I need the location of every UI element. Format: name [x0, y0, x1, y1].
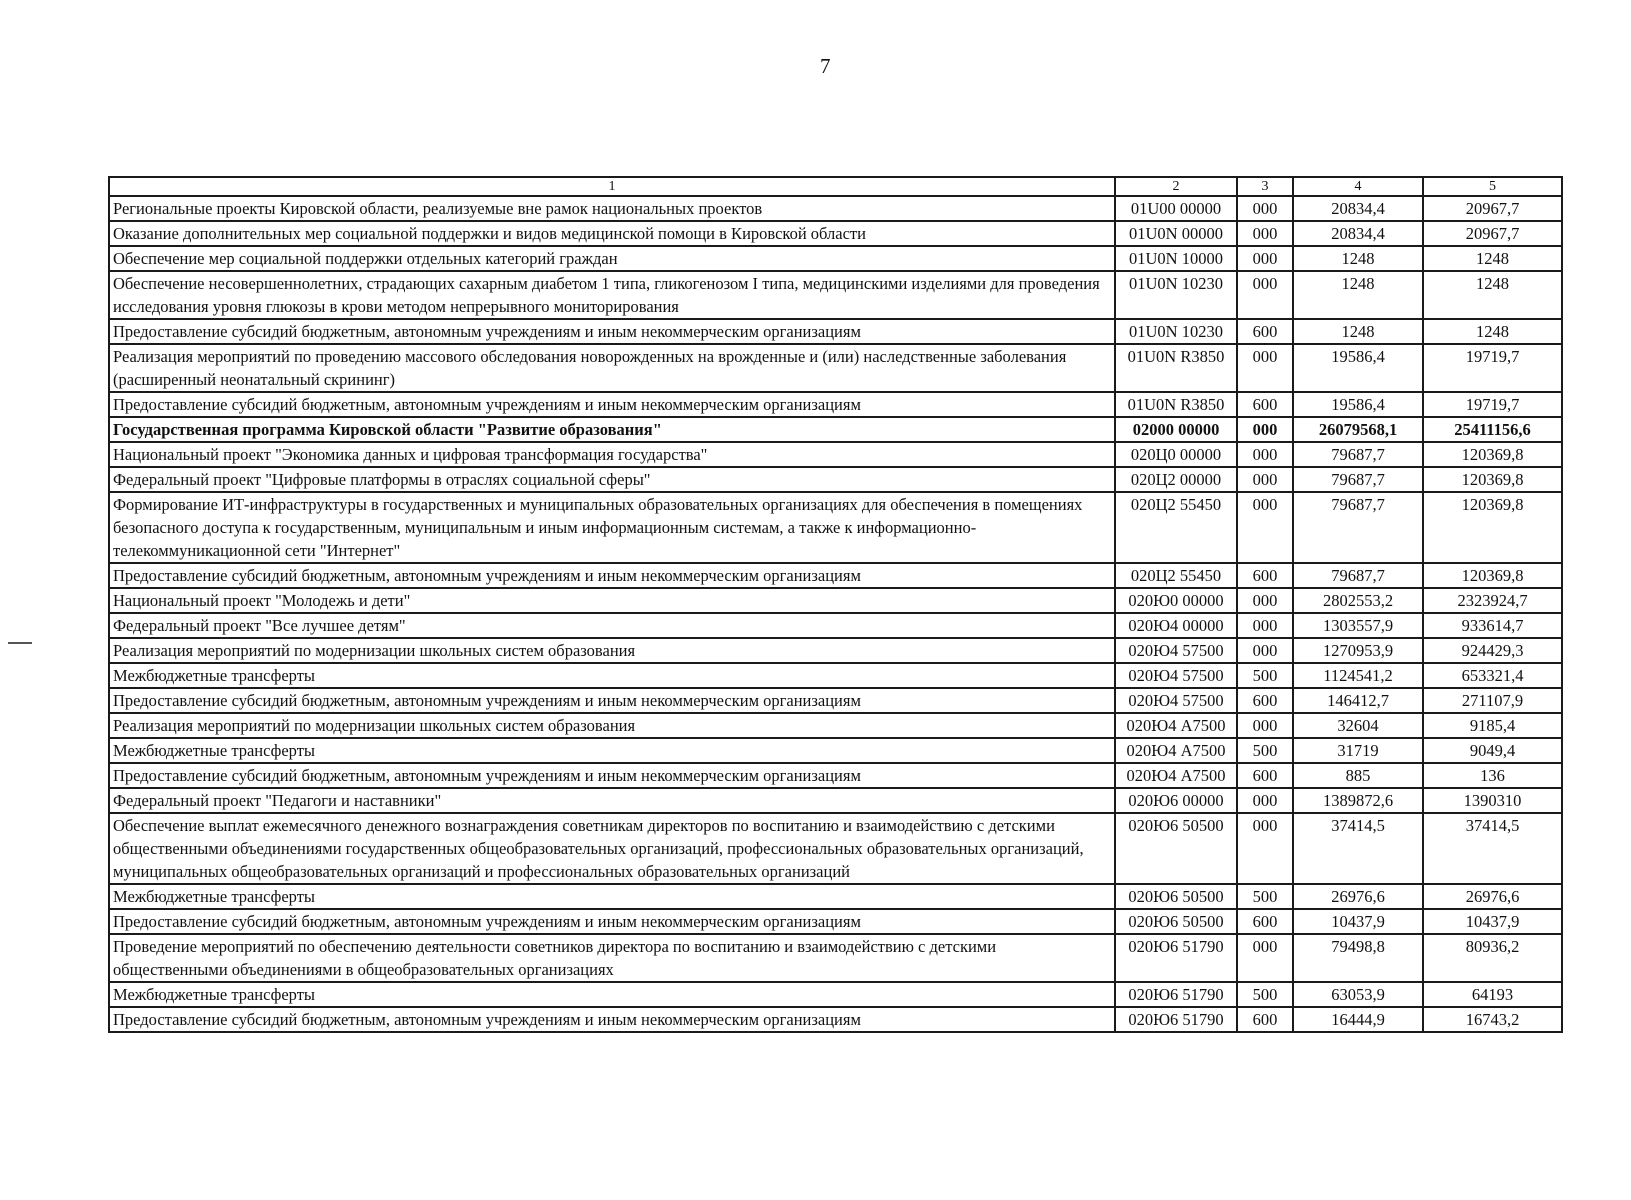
table-row	[109, 738, 1562, 763]
table-row	[109, 467, 1562, 492]
row-name: Предоставление субсидий бюджетным, автономным учреждениям и иным некоммерческим организациям	[109, 1007, 1115, 1032]
row-name: Региональные проекты Кировской области, реализуемые вне рамок национальных проектов	[109, 196, 1115, 221]
table-row	[109, 884, 1562, 909]
table-row	[109, 788, 1562, 813]
row-name: Предоставление субсидий бюджетным, автономным учреждениям и иным некоммерческим организациям	[109, 763, 1115, 788]
row-value-col-5: 1248	[1423, 271, 1562, 319]
row-code: 020Ю6 51790	[1115, 934, 1237, 982]
table-row	[109, 663, 1562, 688]
row-expense-type: 600	[1237, 392, 1293, 417]
row-value-col-4: 26079568,1	[1293, 417, 1423, 442]
row-name: Межбюджетные трансферты	[109, 738, 1115, 763]
row-code: 020Ю6 51790	[1115, 982, 1237, 1007]
row-value-col-4: 32604	[1293, 713, 1423, 738]
row-expense-type: 500	[1237, 738, 1293, 763]
row-value-col-5: 933614,7	[1423, 613, 1562, 638]
header-col-5: 5	[1423, 177, 1562, 196]
row-value-col-4: 37414,5	[1293, 813, 1423, 884]
row-code: 020Ю4 57500	[1115, 663, 1237, 688]
row-name: Реализация мероприятий по проведению массового обследования новорожденных на врожденные и (или) наследственные заболевания (расширенный неонатальный скрининг)	[109, 344, 1115, 392]
row-value-col-5: 120369,8	[1423, 442, 1562, 467]
row-value-col-5: 924429,3	[1423, 638, 1562, 663]
row-name: Реализация мероприятий по модернизации школьных систем образования	[109, 638, 1115, 663]
row-value-col-5: 20967,7	[1423, 196, 1562, 221]
row-name: Государственная программа Кировской области "Развитие образования"	[109, 417, 1115, 442]
row-value-col-5: 120369,8	[1423, 467, 1562, 492]
row-code: 020Ц0 00000	[1115, 442, 1237, 467]
row-expense-type: 000	[1237, 613, 1293, 638]
row-value-col-4: 2802553,2	[1293, 588, 1423, 613]
row-code: 020Ц2 00000	[1115, 467, 1237, 492]
header-col-1: 1	[109, 177, 1115, 196]
table-row	[109, 1007, 1562, 1032]
row-value-col-5: 26976,6	[1423, 884, 1562, 909]
row-code: 020Ц2 55450	[1115, 563, 1237, 588]
table-row	[109, 563, 1562, 588]
row-code: 01U0N 10000	[1115, 246, 1237, 271]
row-code: 01U0N R3850	[1115, 392, 1237, 417]
table-row	[109, 319, 1562, 344]
row-value-col-5: 136	[1423, 763, 1562, 788]
row-code: 020Ю4 А7500	[1115, 738, 1237, 763]
table-row	[109, 934, 1562, 982]
row-code: 020Ю4 57500	[1115, 638, 1237, 663]
table-row	[109, 246, 1562, 271]
row-value-col-5: 1390310	[1423, 788, 1562, 813]
row-value-col-5: 9185,4	[1423, 713, 1562, 738]
header-row	[109, 177, 1562, 196]
page-number: 7	[820, 54, 831, 78]
table-row	[109, 713, 1562, 738]
row-name: Реализация мероприятий по модернизации школьных систем образования	[109, 713, 1115, 738]
row-value-col-4: 79687,7	[1293, 442, 1423, 467]
row-name: Межбюджетные трансферты	[109, 884, 1115, 909]
table-row	[109, 588, 1562, 613]
table-header	[109, 177, 1562, 196]
row-value-col-5: 120369,8	[1423, 492, 1562, 563]
row-expense-type: 000	[1237, 271, 1293, 319]
row-name: Федеральный проект "Все лучшее детям"	[109, 613, 1115, 638]
row-expense-type: 000	[1237, 344, 1293, 392]
row-name: Предоставление субсидий бюджетным, автономным учреждениям и иным некоммерческим организациям	[109, 688, 1115, 713]
row-expense-type: 000	[1237, 638, 1293, 663]
row-code: 020Ю6 50500	[1115, 813, 1237, 884]
row-expense-type: 600	[1237, 909, 1293, 934]
table-row	[109, 688, 1562, 713]
row-value-col-4: 1248	[1293, 246, 1423, 271]
row-value-col-5: 16743,2	[1423, 1007, 1562, 1032]
table-row	[109, 613, 1562, 638]
table-row	[109, 221, 1562, 246]
row-name: Обеспечение несовершеннолетних, страдающих сахарным диабетом 1 типа, гликогенозом I типа, медицинскими изделиями для проведения исследования уровня глюкозы в крови методом непрерывного мониторирования	[109, 271, 1115, 319]
row-code: 01U0N 10230	[1115, 319, 1237, 344]
row-expense-type: 600	[1237, 1007, 1293, 1032]
row-expense-type: 000	[1237, 588, 1293, 613]
row-name: Оказание дополнительных мер социальной поддержки и видов медицинской помощи в Кировской области	[109, 221, 1115, 246]
table-row	[109, 271, 1562, 319]
row-value-col-4: 79498,8	[1293, 934, 1423, 982]
row-value-col-5: 19719,7	[1423, 392, 1562, 417]
row-code: 020Ю4 00000	[1115, 613, 1237, 638]
row-value-col-4: 19586,4	[1293, 344, 1423, 392]
row-expense-type: 000	[1237, 788, 1293, 813]
row-name: Национальный проект "Экономика данных и цифровая трансформация государства"	[109, 442, 1115, 467]
row-expense-type: 000	[1237, 934, 1293, 982]
row-value-col-4: 20834,4	[1293, 221, 1423, 246]
row-code: 02000 00000	[1115, 417, 1237, 442]
table-row	[109, 813, 1562, 884]
row-value-col-5: 10437,9	[1423, 909, 1562, 934]
table-row	[109, 392, 1562, 417]
row-expense-type: 000	[1237, 492, 1293, 563]
row-value-col-4: 1124541,2	[1293, 663, 1423, 688]
row-expense-type: 500	[1237, 982, 1293, 1007]
row-name: Проведение мероприятий по обеспечению деятельности советников директора по воспитанию и взаимодействию с детскими общественными объединениями в общеобразовательных организациях	[109, 934, 1115, 982]
row-value-col-4: 1248	[1293, 319, 1423, 344]
row-code: 020Ю6 50500	[1115, 884, 1237, 909]
row-code: 020Ц2 55450	[1115, 492, 1237, 563]
row-code: 020Ю4 А7500	[1115, 713, 1237, 738]
row-code: 01U00 00000	[1115, 196, 1237, 221]
row-value-col-5: 271107,9	[1423, 688, 1562, 713]
row-value-col-4: 10437,9	[1293, 909, 1423, 934]
row-value-col-4: 1248	[1293, 271, 1423, 319]
row-name: Предоставление субсидий бюджетным, автономным учреждениям и иным некоммерческим организациям	[109, 392, 1115, 417]
table-row	[109, 344, 1562, 392]
row-value-col-4: 146412,7	[1293, 688, 1423, 713]
header-col-4: 4	[1293, 177, 1423, 196]
row-value-col-5: 1248	[1423, 246, 1562, 271]
scan-mark	[8, 642, 32, 644]
row-expense-type: 600	[1237, 688, 1293, 713]
row-name: Обеспечение выплат ежемесячного денежного вознаграждения советникам директоров по воспитанию и взаимодействию с детскими общественными объединениями государственных общеобразовательных организаций, профессиональных образовательных организаций, муниципальных общеобразовательных организаций и профессиональных образовательных организаций	[109, 813, 1115, 884]
row-value-col-5: 25411156,6	[1423, 417, 1562, 442]
row-name: Предоставление субсидий бюджетным, автономным учреждениям и иным некоммерческим организациям	[109, 319, 1115, 344]
row-value-col-5: 64193	[1423, 982, 1562, 1007]
row-value-col-4: 19586,4	[1293, 392, 1423, 417]
row-code: 020Ю6 00000	[1115, 788, 1237, 813]
row-value-col-4: 79687,7	[1293, 467, 1423, 492]
row-value-col-5: 80936,2	[1423, 934, 1562, 982]
row-value-col-4: 1389872,6	[1293, 788, 1423, 813]
row-code: 020Ю0 00000	[1115, 588, 1237, 613]
row-expense-type: 000	[1237, 196, 1293, 221]
table-row	[109, 763, 1562, 788]
row-expense-type: 500	[1237, 663, 1293, 688]
row-expense-type: 500	[1237, 884, 1293, 909]
table-row	[109, 417, 1562, 442]
row-value-col-4: 20834,4	[1293, 196, 1423, 221]
row-value-col-5: 20967,7	[1423, 221, 1562, 246]
row-expense-type: 000	[1237, 467, 1293, 492]
row-expense-type: 000	[1237, 713, 1293, 738]
row-name: Межбюджетные трансферты	[109, 982, 1115, 1007]
row-expense-type: 000	[1237, 246, 1293, 271]
header-col-3: 3	[1237, 177, 1293, 196]
row-value-col-5: 653321,4	[1423, 663, 1562, 688]
row-value-col-4: 16444,9	[1293, 1007, 1423, 1032]
row-expense-type: 600	[1237, 319, 1293, 344]
row-value-col-4: 1270953,9	[1293, 638, 1423, 663]
table-row	[109, 909, 1562, 934]
row-value-col-5: 19719,7	[1423, 344, 1562, 392]
row-name: Национальный проект "Молодежь и дети"	[109, 588, 1115, 613]
budget-table	[108, 176, 1563, 1033]
row-value-col-4: 26976,6	[1293, 884, 1423, 909]
table-row	[109, 638, 1562, 663]
row-code: 01U0N R3850	[1115, 344, 1237, 392]
row-expense-type: 000	[1237, 417, 1293, 442]
row-value-col-5: 9049,4	[1423, 738, 1562, 763]
row-code: 020Ю6 50500	[1115, 909, 1237, 934]
row-value-col-5: 37414,5	[1423, 813, 1562, 884]
row-name: Предоставление субсидий бюджетным, автономным учреждениям и иным некоммерческим организациям	[109, 909, 1115, 934]
row-name: Предоставление субсидий бюджетным, автономным учреждениям и иным некоммерческим организациям	[109, 563, 1115, 588]
row-code: 01U0N 00000	[1115, 221, 1237, 246]
row-value-col-4: 31719	[1293, 738, 1423, 763]
table-row	[109, 492, 1562, 563]
row-code: 01U0N 10230	[1115, 271, 1237, 319]
row-code: 020Ю4 А7500	[1115, 763, 1237, 788]
row-expense-type: 000	[1237, 442, 1293, 467]
row-value-col-4: 1303557,9	[1293, 613, 1423, 638]
row-name: Обеспечение мер социальной поддержки отдельных категорий граждан	[109, 246, 1115, 271]
row-name: Межбюджетные трансферты	[109, 663, 1115, 688]
row-name: Федеральный проект "Педагоги и наставники"	[109, 788, 1115, 813]
table-row	[109, 442, 1562, 467]
row-name: Формирование ИТ-инфраструктуры в государственных и муниципальных образовательных организациях для обеспечения в помещениях безопасного доступа к государственным, муниципальным и иным информационным системам, а также к информационно-телекоммуникационной сети "Интернет"	[109, 492, 1115, 563]
row-value-col-5: 120369,8	[1423, 563, 1562, 588]
row-expense-type: 000	[1237, 221, 1293, 246]
row-name: Федеральный проект "Цифровые платформы в отраслях социальной сферы"	[109, 467, 1115, 492]
row-expense-type: 600	[1237, 763, 1293, 788]
row-value-col-5: 2323924,7	[1423, 588, 1562, 613]
row-expense-type: 600	[1237, 563, 1293, 588]
header-col-2: 2	[1115, 177, 1237, 196]
row-value-col-5: 1248	[1423, 319, 1562, 344]
row-value-col-4: 63053,9	[1293, 982, 1423, 1007]
row-code: 020Ю6 51790	[1115, 1007, 1237, 1032]
table-row	[109, 196, 1562, 221]
row-expense-type: 000	[1237, 813, 1293, 884]
row-value-col-4: 79687,7	[1293, 492, 1423, 563]
row-value-col-4: 885	[1293, 763, 1423, 788]
row-value-col-4: 79687,7	[1293, 563, 1423, 588]
table-body	[109, 196, 1562, 1032]
table-row	[109, 982, 1562, 1007]
row-code: 020Ю4 57500	[1115, 688, 1237, 713]
